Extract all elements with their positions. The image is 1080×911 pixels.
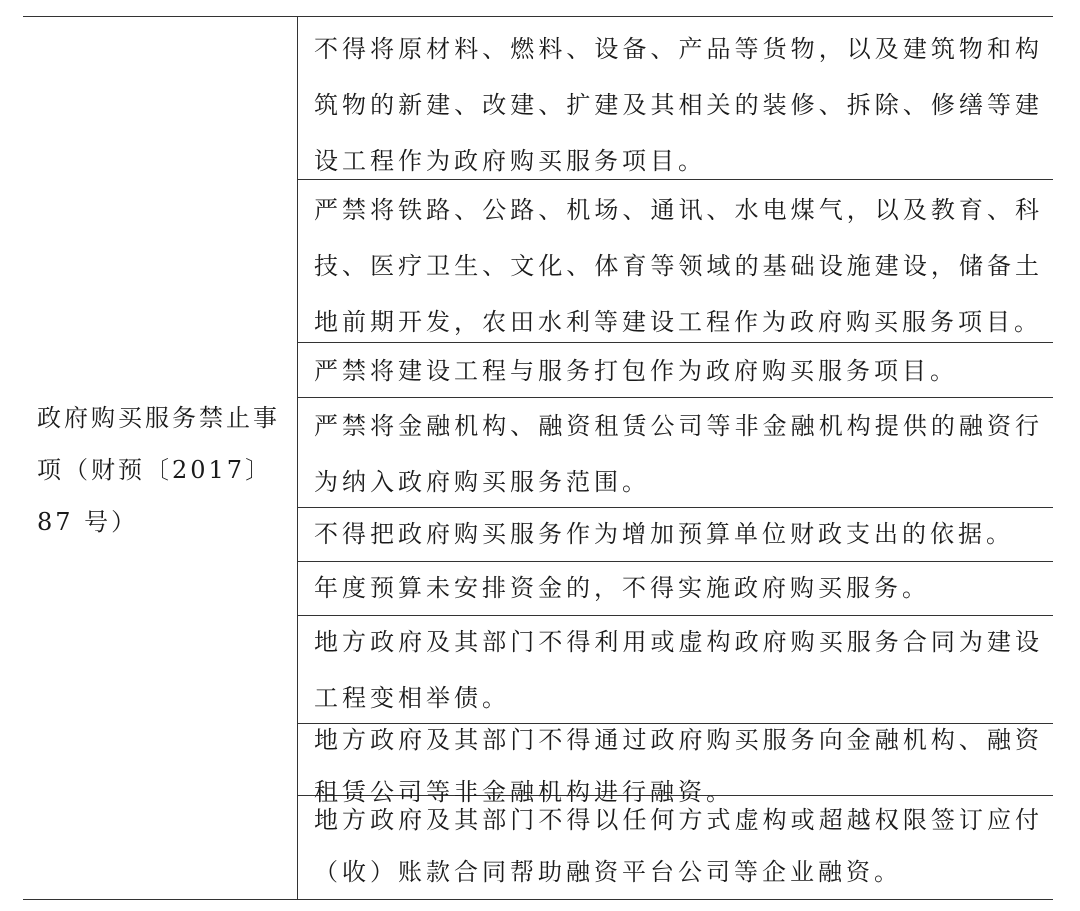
category-label: 政府购买服务禁止事项（财预〔2017〕87 号） bbox=[37, 404, 280, 536]
table-row bbox=[298, 562, 1053, 616]
rules-column bbox=[298, 17, 1053, 899]
rule-text: 严禁将金融机构、融资租赁公司等非金融机构提供的融资行为纳入政府购买服务范围。 bbox=[314, 412, 1043, 496]
table-row bbox=[298, 398, 1053, 508]
table-row bbox=[298, 508, 1053, 562]
rule-text: 年度预算未安排资金的，不得实施政府购买服务。 bbox=[314, 574, 930, 602]
rule-text: 不得将原材料、燃料、设备、产品等货物，以及建筑物和构筑物的新建、改建、扩建及其相关的装修、拆除、修缮等建设工程作为政府购买服务项目。 bbox=[314, 35, 1043, 175]
table-row bbox=[298, 343, 1053, 398]
rule-text: 地方政府及其部门不得通过政府购买服务向金融机构、融资租赁公司等非金融机构进行融资。 bbox=[314, 726, 1043, 806]
category-cell bbox=[23, 17, 298, 899]
rule-text: 地方政府及其部门不得利用或虚构政府购买服务合同为建设工程变相举债。 bbox=[314, 628, 1043, 712]
prohibited-items-table bbox=[23, 16, 1053, 900]
rule-text: 地方政府及其部门不得以任何方式虚构或超越权限签订应付（收）账款合同帮助融资平台公司等企业融资。 bbox=[314, 806, 1043, 886]
table-row bbox=[298, 724, 1053, 806]
rule-text: 不得把政府购买服务作为增加预算单位财政支出的依据。 bbox=[314, 520, 1014, 548]
rule-text: 严禁将铁路、公路、机场、通讯、水电煤气，以及教育、科技、医疗卫生、文化、体育等领域的基础设施建设，储备土地前期开发，农田水利等建设工程作为政府购买服务项目。 bbox=[314, 196, 1043, 336]
table-row bbox=[298, 17, 1053, 180]
table-row bbox=[298, 180, 1053, 343]
table-row bbox=[298, 796, 1053, 901]
table-row bbox=[298, 616, 1053, 724]
rule-text: 严禁将建设工程与服务打包作为政府购买服务项目。 bbox=[314, 357, 958, 385]
